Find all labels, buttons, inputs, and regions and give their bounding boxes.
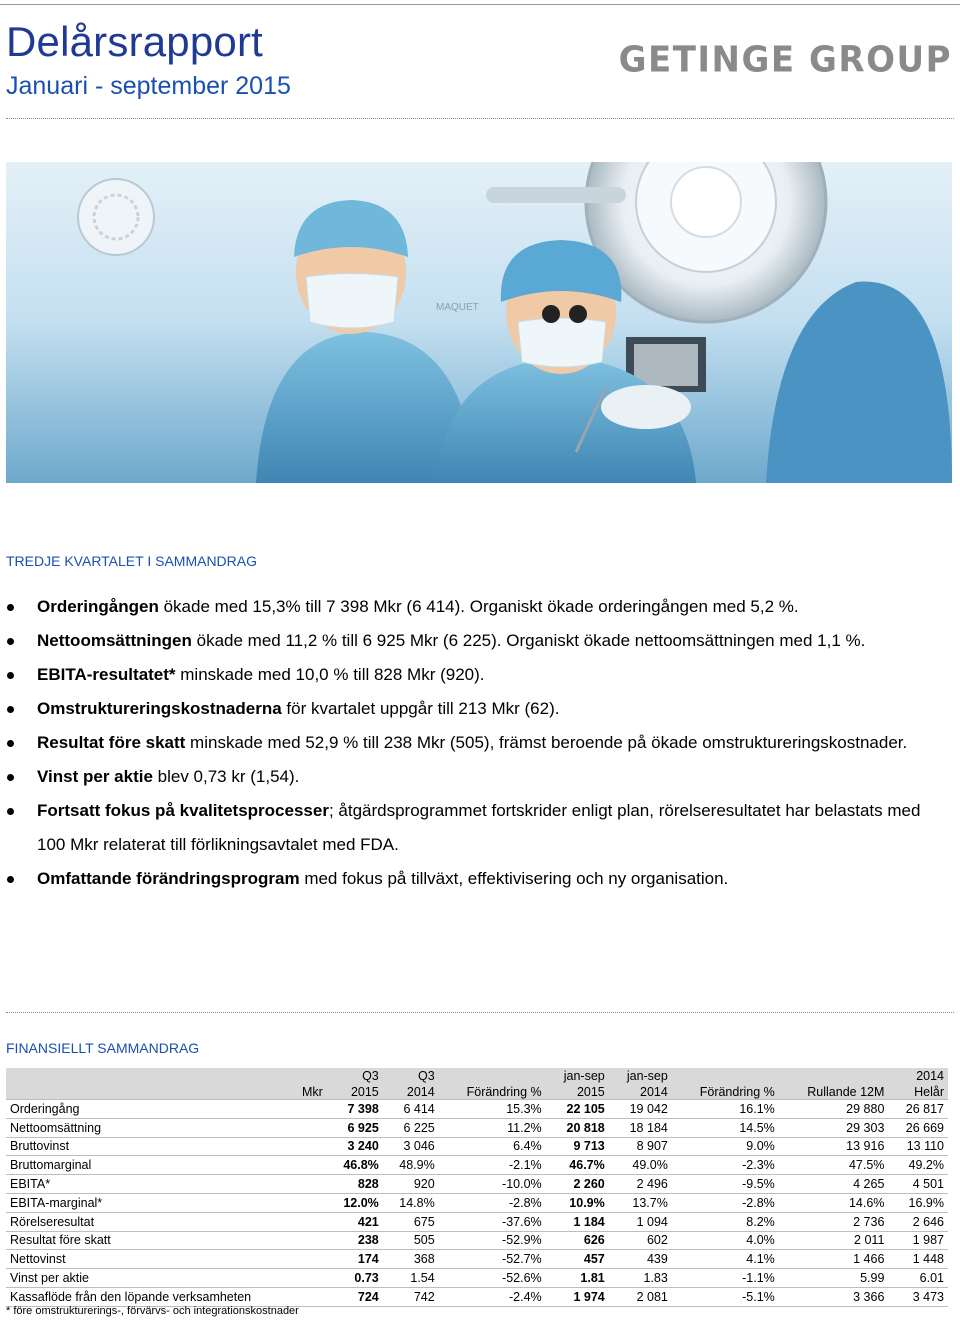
table-cell: 1 466 — [779, 1250, 889, 1269]
table-cell: 5.99 — [779, 1269, 889, 1288]
summary-bullet: Vinst per aktie blev 0,73 kr (1,54). — [0, 760, 940, 794]
table-cell: 47.5% — [779, 1156, 889, 1175]
table-cell: 3 366 — [779, 1287, 889, 1306]
summary-bullet: Fortsatt fokus på kvalitetsprocesser; åtgärdsprogrammet fortskrider enligt plan, rörelseresultatet har belastats med 100 Mkr relaterat till förlikningsavtalet med FDA. — [0, 794, 940, 862]
row-label: Kassaflöde från den löpande verksamheten — [6, 1287, 327, 1306]
bullet-dot — [7, 706, 14, 713]
table-cell: 439 — [609, 1250, 672, 1269]
table-row — [6, 1250, 948, 1269]
table-row — [6, 1193, 948, 1212]
table-cell: 1 987 — [888, 1231, 948, 1250]
table-cell: 14.6% — [779, 1193, 889, 1212]
table-cell: 602 — [609, 1231, 672, 1250]
summary-bullet: Omstruktureringskostnaderna för kvartalet uppgår till 213 Mkr (62). — [0, 692, 940, 726]
table-cell: 15.3% — [439, 1100, 546, 1119]
table-row — [6, 1269, 948, 1288]
table-cell: 828 — [327, 1175, 383, 1194]
table-cell: 49.0% — [609, 1156, 672, 1175]
table-cell: 11.2% — [439, 1118, 546, 1137]
row-label: Nettovinst — [6, 1250, 327, 1269]
bullet-dot — [7, 876, 14, 883]
table-header-row-2 — [6, 1083, 948, 1100]
surgeons-photo — [6, 162, 952, 483]
table-cell: 920 — [383, 1175, 439, 1194]
row-label: Nettoomsättning — [6, 1118, 327, 1137]
table-cell: 1.54 — [383, 1269, 439, 1288]
table-cell: 14.5% — [672, 1118, 779, 1137]
header-cell: 2014 — [609, 1083, 672, 1100]
summary-heading: TREDJE KVARTALET I SAMMANDRAG — [6, 553, 258, 569]
row-label: Vinst per aktie — [6, 1269, 327, 1288]
header-cell: Förändring % — [439, 1083, 546, 1100]
table-cell: 9 713 — [546, 1137, 609, 1156]
table-cell: 18 184 — [609, 1118, 672, 1137]
row-label: EBITA-marginal* — [6, 1193, 327, 1212]
row-label: Orderingång — [6, 1100, 327, 1119]
table-cell: 19 042 — [609, 1100, 672, 1119]
table-cell: 1.83 — [609, 1269, 672, 1288]
table-cell: 457 — [546, 1250, 609, 1269]
table-cell: 46.7% — [546, 1156, 609, 1175]
table-cell: -2.8% — [439, 1193, 546, 1212]
row-label: Bruttovinst — [6, 1137, 327, 1156]
header-cell: 2014 — [383, 1083, 439, 1100]
table-cell: 46.8% — [327, 1156, 383, 1175]
table-cell: 7 398 — [327, 1100, 383, 1119]
financial-summary-table — [6, 1068, 948, 1307]
table-cell: 22 105 — [546, 1100, 609, 1119]
header-cell: Förändring % — [672, 1083, 779, 1100]
bullet-dot — [7, 808, 14, 815]
section-divider — [6, 1012, 954, 1013]
table-cell: -2.3% — [672, 1156, 779, 1175]
table-cell: 2 011 — [779, 1231, 889, 1250]
header-cell — [6, 1068, 327, 1083]
table-row — [6, 1287, 948, 1306]
table-cell: 2 736 — [779, 1212, 889, 1231]
row-label: Rörelseresultat — [6, 1212, 327, 1231]
table-cell: 9.0% — [672, 1137, 779, 1156]
table-cell: 49.2% — [888, 1156, 948, 1175]
table-cell: -2.8% — [672, 1193, 779, 1212]
header-cell — [779, 1068, 889, 1083]
header-cell: 2015 — [546, 1083, 609, 1100]
table-row — [6, 1212, 948, 1231]
table-cell: 368 — [383, 1250, 439, 1269]
summary-bullet: Orderingången ökade med 15,3% till 7 398 Mkr (6 414). Organiskt ökade orderingången med 5,2 %. — [0, 590, 940, 624]
footnote: * före omstrukturerings-, förvärvs- och integrationskostnader — [6, 1305, 299, 1317]
table-cell: 6 414 — [383, 1100, 439, 1119]
report-title: Delårsrapport — [6, 18, 264, 65]
table-cell: 724 — [327, 1287, 383, 1306]
table-cell: 8.2% — [672, 1212, 779, 1231]
header-cell — [672, 1068, 779, 1083]
table-row — [6, 1231, 948, 1250]
table-cell: 8 907 — [609, 1137, 672, 1156]
getinge-group-logo: GETINGE GROUP — [618, 39, 952, 81]
table-cell: 29 880 — [779, 1100, 889, 1119]
table-cell: 1 448 — [888, 1250, 948, 1269]
surgeons-illustration — [6, 162, 952, 483]
table-cell: 13.7% — [609, 1193, 672, 1212]
table-cell: 1 094 — [609, 1212, 672, 1231]
header-cell: 2015 — [327, 1083, 383, 1100]
summary-bullet: Nettoomsättningen ökade med 11,2 % till 6 925 Mkr (6 225). Organiskt ökade nettoomsättningen med 1,1 %. — [0, 624, 940, 658]
header-cell: Rullande 12M — [779, 1083, 889, 1100]
financial-heading: FINANSIELLT SAMMANDRAG — [6, 1040, 200, 1056]
table-cell: -9.5% — [672, 1175, 779, 1194]
table-cell: 0.73 — [327, 1269, 383, 1288]
summary-bullet: Resultat före skatt minskade med 52,9 % till 238 Mkr (505), främst beroende på ökade omstruktureringskostnader. — [0, 726, 940, 760]
table-cell: 12.0% — [327, 1193, 383, 1212]
table-cell: 29 303 — [779, 1118, 889, 1137]
table-cell: 26 669 — [888, 1118, 948, 1137]
table-cell: 4 501 — [888, 1175, 948, 1194]
row-label: EBITA* — [6, 1175, 327, 1194]
table-cell: -52.6% — [439, 1269, 546, 1288]
header-cell: Q3 — [327, 1068, 383, 1083]
table-cell: 26 817 — [888, 1100, 948, 1119]
table-cell: 2 081 — [609, 1287, 672, 1306]
row-label: Bruttomarginal — [6, 1156, 327, 1175]
table-cell: 14.8% — [383, 1193, 439, 1212]
table-row — [6, 1118, 948, 1137]
table-cell: 6.4% — [439, 1137, 546, 1156]
top-rule — [0, 4, 960, 5]
table-cell: 742 — [383, 1287, 439, 1306]
table-cell: 6.01 — [888, 1269, 948, 1288]
bullet-dot — [7, 604, 14, 611]
table-cell: -2.1% — [439, 1156, 546, 1175]
header-cell: jan-sep — [546, 1068, 609, 1083]
table-cell: 6 225 — [383, 1118, 439, 1137]
header-cell: Mkr — [6, 1083, 327, 1100]
report-subtitle: Januari - september 2015 — [6, 72, 291, 100]
table-cell: -10.0% — [439, 1175, 546, 1194]
table-cell: 4 265 — [779, 1175, 889, 1194]
table-cell: -2.4% — [439, 1287, 546, 1306]
table-cell: 4.1% — [672, 1250, 779, 1269]
table-cell: 238 — [327, 1231, 383, 1250]
table-cell: 6 925 — [327, 1118, 383, 1137]
header-cell: Q3 — [383, 1068, 439, 1083]
table-cell: 174 — [327, 1250, 383, 1269]
row-label: Resultat före skatt — [6, 1231, 327, 1250]
table-cell: 626 — [546, 1231, 609, 1250]
summary-bullet-list — [0, 590, 940, 896]
table-header-row-1 — [6, 1068, 948, 1083]
table-cell: -1.1% — [672, 1269, 779, 1288]
header-cell — [439, 1068, 546, 1083]
table-cell: 16.9% — [888, 1193, 948, 1212]
table-cell: 13 916 — [779, 1137, 889, 1156]
table-cell: 3 240 — [327, 1137, 383, 1156]
bullet-dot — [7, 638, 14, 645]
summary-bullet: EBITA-resultatet* minskade med 10,0 % till 828 Mkr (920). — [0, 658, 940, 692]
table-cell: 1 184 — [546, 1212, 609, 1231]
table-cell: 48.9% — [383, 1156, 439, 1175]
table-body — [6, 1100, 948, 1307]
table-cell: 13 110 — [888, 1137, 948, 1156]
summary-bullet: Omfattande förändringsprogram med fokus på tillväxt, effektivisering och ny organisation. — [0, 862, 940, 896]
table-cell: 505 — [383, 1231, 439, 1250]
header-cell: jan-sep — [609, 1068, 672, 1083]
bullet-dot — [7, 774, 14, 781]
bullet-dot — [7, 672, 14, 679]
maquet-label: MAQUET — [436, 302, 479, 313]
table-cell: 16.1% — [672, 1100, 779, 1119]
table-cell: 2 260 — [546, 1175, 609, 1194]
table-cell: 2 646 — [888, 1212, 948, 1231]
table-cell: 3 473 — [888, 1287, 948, 1306]
table-row — [6, 1156, 948, 1175]
table-cell: 4.0% — [672, 1231, 779, 1250]
table-cell: 10.9% — [546, 1193, 609, 1212]
table-row — [6, 1175, 948, 1194]
table-row — [6, 1137, 948, 1156]
table-cell: -52.9% — [439, 1231, 546, 1250]
table-cell: 1.81 — [546, 1269, 609, 1288]
table-row — [6, 1100, 948, 1119]
header-cell: Helår — [888, 1083, 948, 1100]
table-cell: 3 046 — [383, 1137, 439, 1156]
header-divider — [6, 118, 954, 119]
table-cell: 675 — [383, 1212, 439, 1231]
table-cell: -5.1% — [672, 1287, 779, 1306]
table-cell: -37.6% — [439, 1212, 546, 1231]
table-cell: -52.7% — [439, 1250, 546, 1269]
table-cell: 421 — [327, 1212, 383, 1231]
table-cell: 2 496 — [609, 1175, 672, 1194]
table-cell: 20 818 — [546, 1118, 609, 1137]
header-cell: 2014 — [888, 1068, 948, 1083]
bullet-dot — [7, 740, 14, 747]
table-cell: 1 974 — [546, 1287, 609, 1306]
